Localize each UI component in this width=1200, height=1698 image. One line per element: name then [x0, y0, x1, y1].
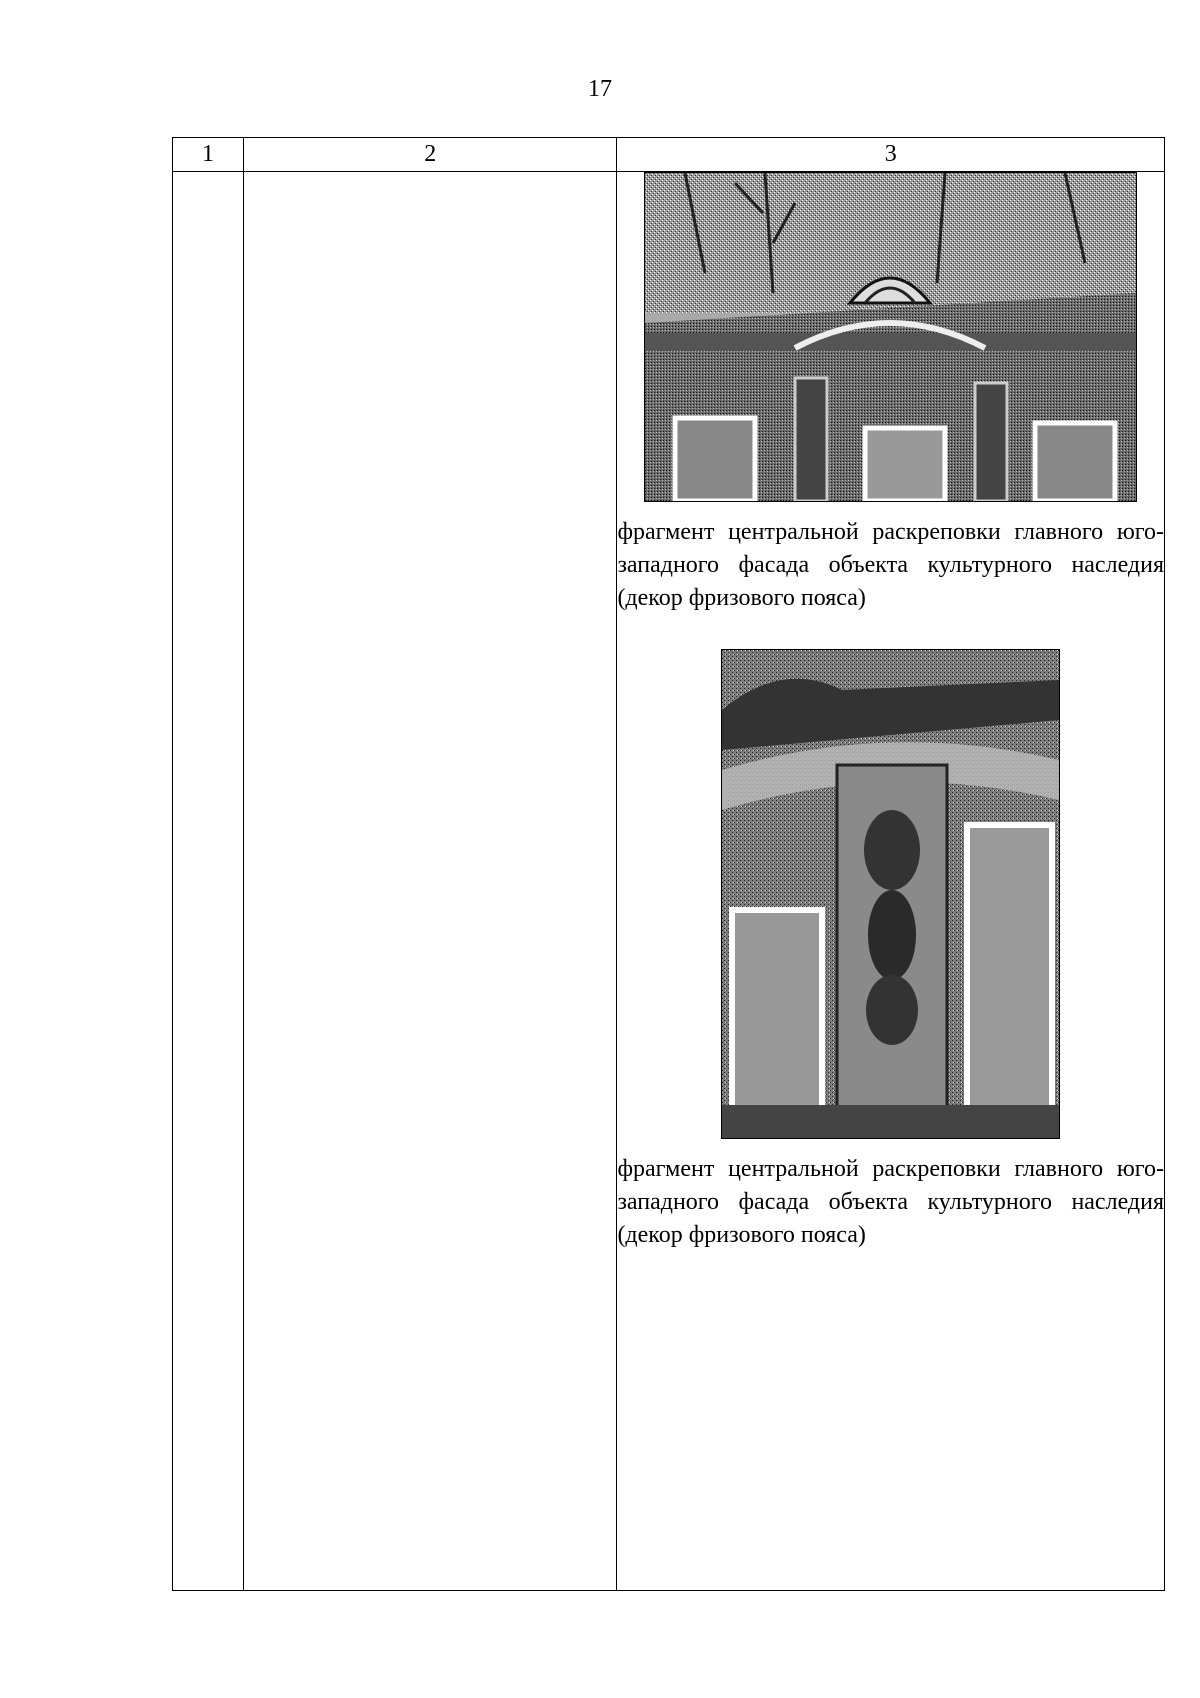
table-row [173, 172, 1165, 1591]
cell-col-1 [173, 172, 244, 1591]
header-col-1: 1 [173, 138, 244, 172]
building-pilaster-decor-photo [721, 649, 1060, 1139]
document-table [172, 137, 1165, 1591]
building-facade-frieze-photo [644, 172, 1137, 502]
header-col-3: 3 [617, 138, 1165, 172]
photo-caption-2: фрагмент центральной раскреповки главного юго-западного фасада объекта культурного наследия (декор фризового пояса) [617, 1156, 1164, 1248]
cell-col-2 [244, 172, 617, 1591]
page-number: 17 [588, 76, 612, 102]
table-header-row [173, 138, 1165, 172]
cell-col-3 [617, 172, 1165, 1591]
photo-caption-1: фрагмент центральной раскреповки главного юго-западного фасада объекта культурного наследия (декор фризового пояса) [617, 519, 1164, 611]
header-col-2: 2 [244, 138, 617, 172]
